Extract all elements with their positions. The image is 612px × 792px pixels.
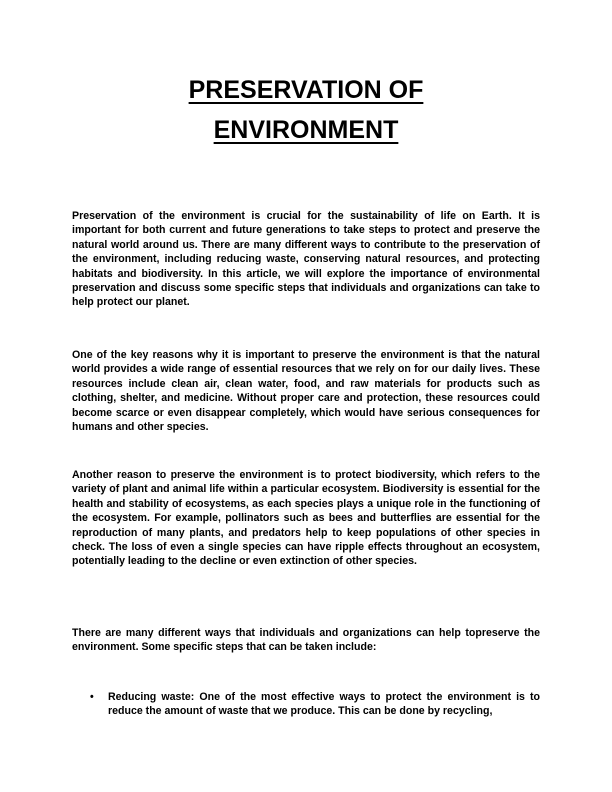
title-line-2: ENVIRONMENT	[213, 116, 399, 144]
bullet-icon: •	[90, 691, 94, 703]
paragraph-intro: Preservation of the environment is crucial for the sustainability of life on Earth. It is important for both current and future generations to take steps to protect and preserve the natural world around us. There are many different ways to contribute to the preservation of the environment, including reducing waste, conserving natural resources, and protecting habitats and biodiversity. In this article, we will explore the importance of environmental preservation and discuss some specific steps that individuals and organizations can take to help protect our planet.	[72, 210, 540, 309]
paragraph-biodiversity: Another reason to preserve the environment is to protect biodiversity, which refers to the variety of plant and animal life within a particular ecosystem. Biodiversity is essential for the health and stability of ecosystems, as each species plays a unique role in the functioning of the ecosystem. For example, pollinators such as bees and butterflies are essential for the reproduction of many plants, and predators help to keep populations of other species in check. The loss of even a single species can have ripple effects throughout an ecosystem, potentially leading to the decline or even extinction of other species.	[72, 469, 540, 568]
bullet-reducing-waste: Reducing waste: One of the most effective ways to protect the environment is to reduce the amount of waste that we produce. This can be done by recycling,	[108, 691, 540, 718]
paragraph-steps: There are many different ways that individuals and organizations can help topreserve the environment. Some specific steps that can be taken include:	[72, 627, 540, 654]
title-line-1: PRESERVATION OF	[188, 76, 424, 104]
paragraph-resources: One of the key reasons why it is important to preserve the environment is that the natural world provides a wide range of essential resources that we rely on for our daily lives. These resources include clean air, clean water, food, and raw materials for products such as clothing, shelter, and medicine. Without proper care and protection, these resources could become scarce or even disappear completely, which would have serious consequences for humans and other species.	[72, 349, 540, 434]
